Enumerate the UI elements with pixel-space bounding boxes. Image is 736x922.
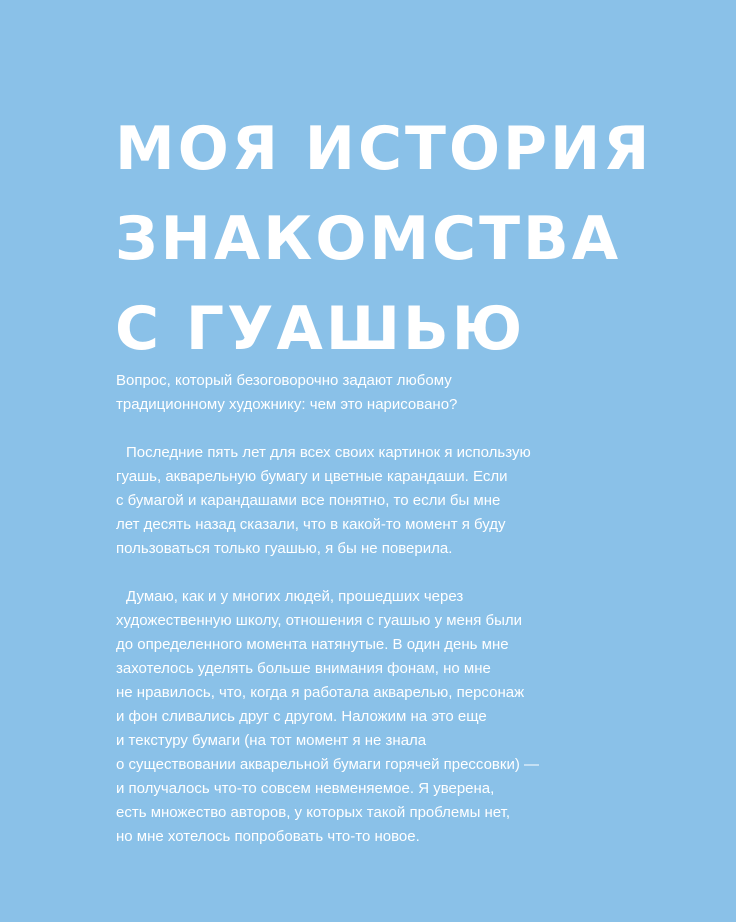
text-line: о существовании акварельной бумаги горячей прессовки) — (116, 756, 540, 773)
text-line: до определенного момента натянутые. В один день мне (116, 636, 509, 653)
text-line: есть множество авторов, у которых такой проблемы нет, (116, 804, 511, 821)
chapter-title-line: С ГУАШЬЮ (115, 294, 526, 364)
text-line: лет десять назад сказали, что в какой-то момент я буду (116, 516, 506, 533)
text-line: захотелось уделять больше внимания фонам, но мне (116, 660, 491, 677)
text-line: не нравилось, что, когда я работала акварелью, персонаж (116, 684, 525, 701)
text-line: художественную школу, отношения с гуашью у меня были (116, 612, 522, 629)
text-line: Вопрос, который безоговорочно задают любому (116, 372, 452, 389)
text-line: Последние пять лет для всех своих картинок я использую (126, 444, 531, 461)
body-text (116, 369, 616, 873)
text-line: с бумагой и карандашами все понятно, то если бы мне (116, 492, 501, 509)
text-line: традиционному художнику: чем это нарисовано? (116, 396, 458, 413)
text-line: пользоваться только гуашью, я бы не поверила. (116, 540, 453, 557)
paragraph-intro (116, 369, 616, 417)
paragraph-second (116, 441, 616, 561)
text-line: Думаю, как и у многих людей, прошедших через (126, 588, 464, 605)
text-line: гуашь, акварельную бумагу и цветные карандаши. Если (116, 468, 508, 485)
text-line: и фон сливались друг с другом. Наложим на это еще (116, 708, 487, 725)
chapter-title-line: ЗНАКОМСТВА (115, 204, 622, 274)
chapter-title-line: МОЯ ИСТОРИЯ (115, 114, 653, 184)
text-line: и получалось что-то совсем невменяемое. Я уверена, (116, 780, 495, 797)
paragraph-third (116, 585, 616, 849)
chapter-title (115, 104, 715, 374)
text-line: но мне хотелось попробовать что-то новое. (116, 828, 420, 845)
text-line: и текстуру бумаги (на тот момент я не знала (116, 732, 427, 749)
